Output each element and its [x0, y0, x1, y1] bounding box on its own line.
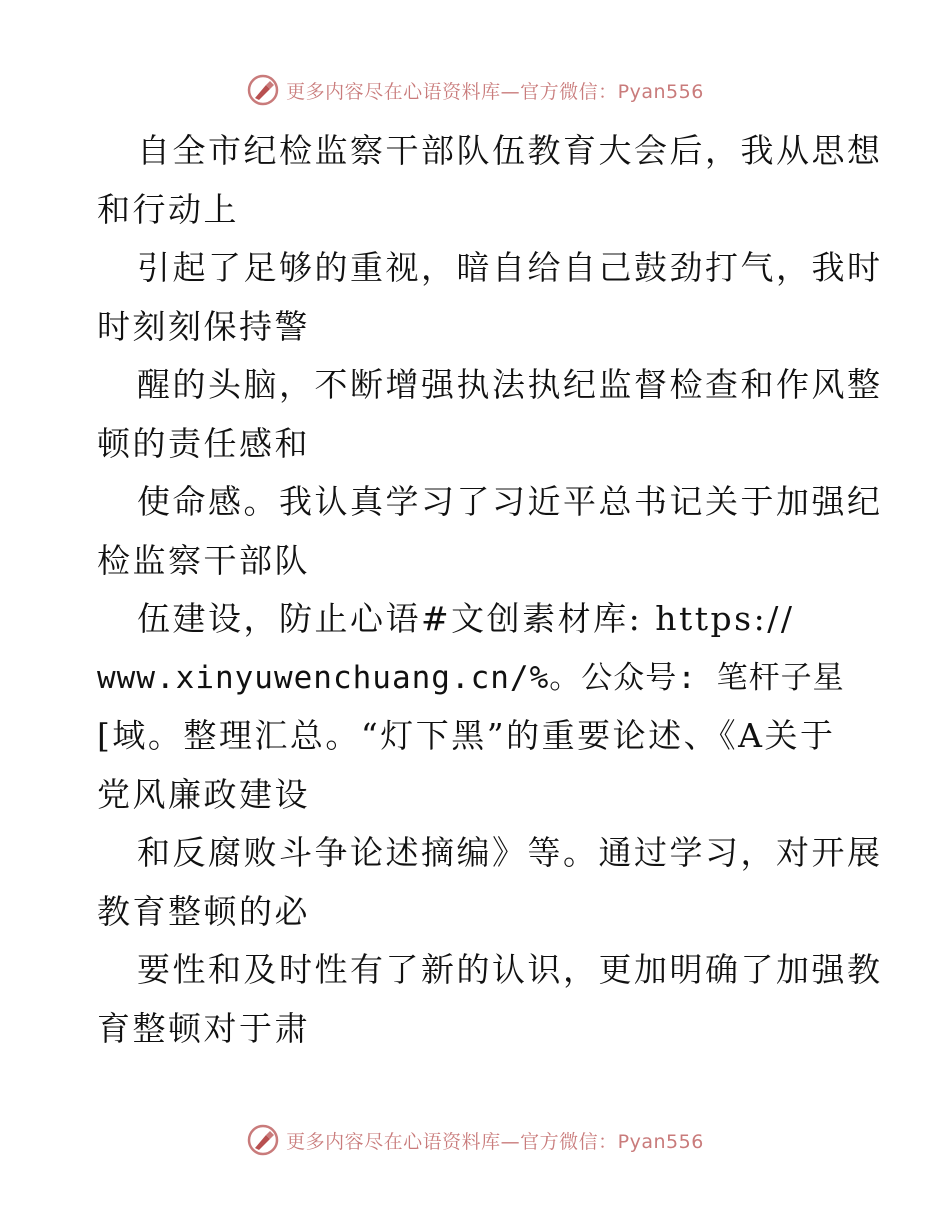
text-line: 党风廉政建设 [97, 774, 310, 814]
text-line: 时刻刻保持警 [97, 306, 310, 346]
watermark-text: 更多内容尽在心语资料库—官方微信：Pyan556 [286, 1130, 704, 1153]
text-line: 引起了足够的重视，暗自给自己鼓劲打气，我时 [137, 248, 883, 287]
pen-nib-circle-icon [246, 1123, 280, 1157]
text-line: 顿的责任感和 [97, 423, 310, 463]
text-line: 使命感。我认真学习了习近平总书记关于加强纪 [137, 482, 883, 521]
footer-watermark [0, 1120, 950, 1160]
text-line: [域。整理汇总。“灯下黑”的重要论述、《A关于 [97, 716, 836, 755]
pen-nib-circle-icon [246, 73, 280, 107]
watermark-text: 更多内容尽在心语资料库—官方微信：Pyan556 [286, 80, 704, 103]
text-line: 教育整顿的必 [97, 891, 310, 931]
text-line: 伍建设，防止心语#文创素材库: https:// [137, 599, 795, 638]
text-line: 育整顿对于肃 [97, 1008, 310, 1048]
text-line: 和反腐败斗争论述摘编》等。通过学习，对开展 [137, 833, 883, 872]
text-line: 自全市纪检监察干部队伍教育大会后，我从思想 [137, 131, 883, 170]
header-watermark [0, 70, 950, 110]
text-line: 要性和及时性有了新的认识，更加明确了加强教 [137, 950, 883, 989]
text-line: 检监察干部队 [97, 540, 310, 580]
text-line: 醒的头脑，不断增强执法执纪监督检查和作风整 [137, 365, 883, 404]
text-line: 和行动上 [97, 189, 239, 229]
text-line: www.xinyuwenchuang.cn/%。公众号: 笔杆子星 [97, 659, 845, 696]
document-body [97, 122, 883, 1058]
